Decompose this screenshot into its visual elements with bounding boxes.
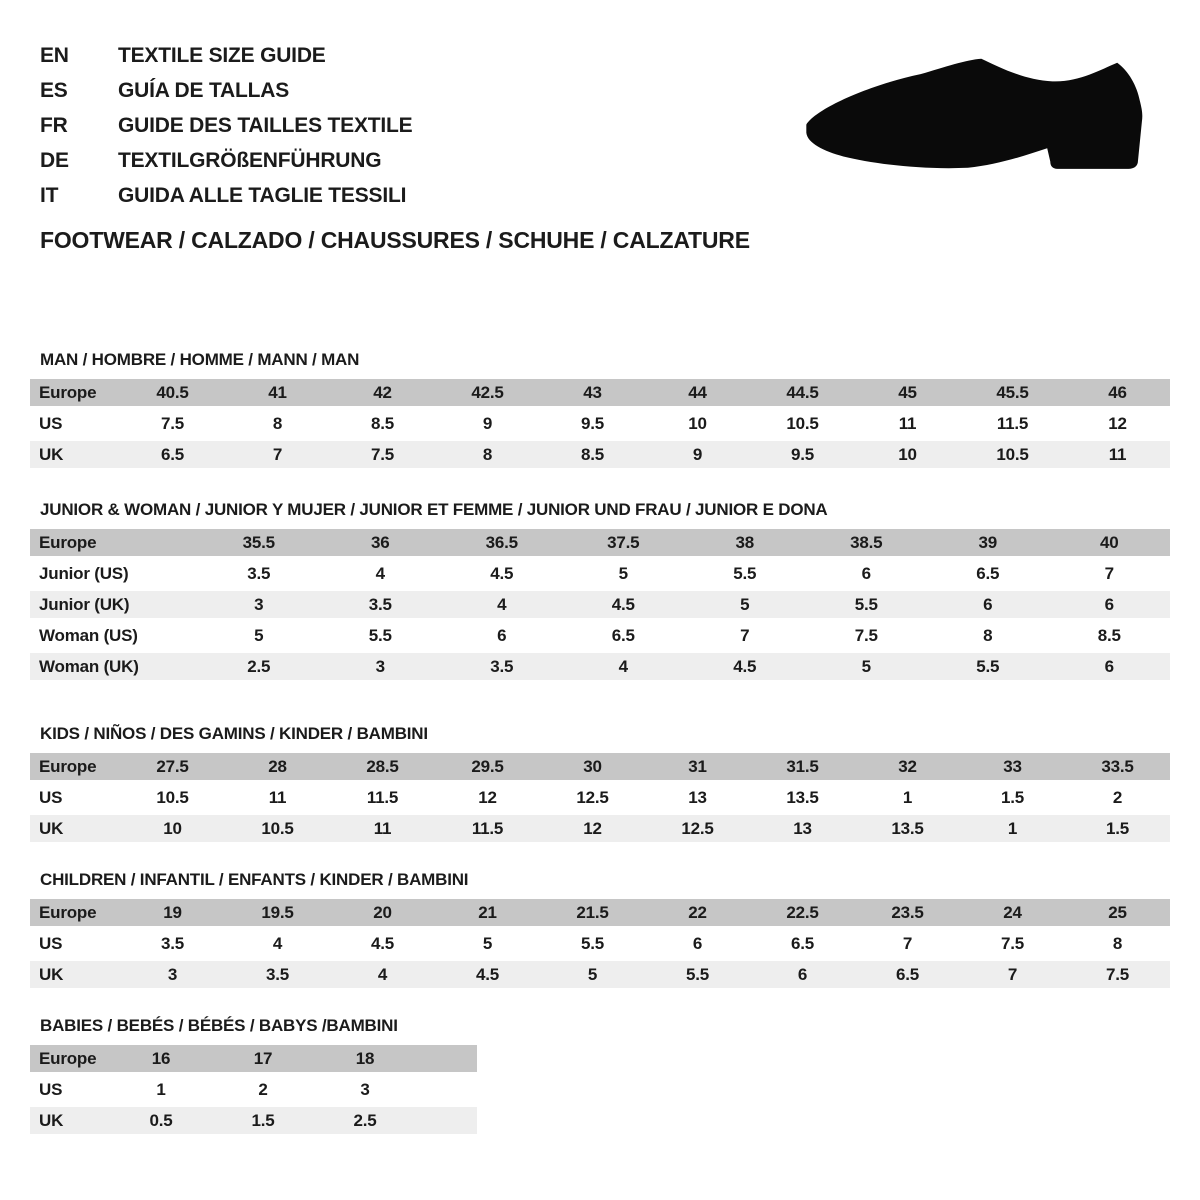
size-cell: 4 — [375, 563, 385, 583]
size-cell: 11.5 — [996, 413, 1029, 433]
size-cell: 6 — [692, 933, 703, 953]
section-babies — [30, 1016, 1170, 1138]
size-cell: 3.5 — [247, 563, 271, 583]
size-cell: 4 — [330, 961, 435, 988]
header — [30, 38, 1170, 254]
size-cell: 10 — [120, 815, 225, 842]
size-cell: 0.5 — [110, 1107, 212, 1134]
size-cell: 28 — [225, 753, 330, 780]
size-cell: 12.5 — [645, 815, 750, 842]
size-cell: 31.5 — [750, 753, 855, 780]
size-cell: 13 — [750, 815, 855, 842]
row-label: Junior (UK) — [30, 591, 198, 618]
table-row — [30, 815, 1170, 842]
size-cell: 19.5 — [225, 899, 330, 926]
size-cell: 3 — [198, 591, 320, 618]
size-cell: 12 — [540, 815, 645, 842]
size-cell: 4.5 — [370, 933, 395, 953]
size-cell: 7.5 — [1000, 933, 1025, 953]
size-cell: 8.5 — [1097, 625, 1121, 645]
size-cell: 24 — [960, 899, 1065, 926]
size-cell: 1.5 — [1065, 815, 1170, 842]
size-cell: 2 — [258, 1079, 268, 1099]
size-cell: 10 — [855, 441, 960, 468]
size-cell: 20 — [330, 899, 435, 926]
size-cell: 9.5 — [750, 441, 855, 468]
size-cell: 40.5 — [120, 379, 225, 406]
size-cell: 36.5 — [441, 529, 563, 556]
size-cell: 5.5 — [733, 563, 757, 583]
size-cell: 5.5 — [368, 625, 392, 645]
row-label: US — [39, 1079, 63, 1099]
size-cell: 16 — [110, 1045, 212, 1072]
section-title-man: MAN / HOMBRE / HOMME / MANN / MAN — [40, 350, 360, 369]
language-code: EN — [40, 44, 69, 67]
table-row — [30, 961, 1170, 988]
size-table-junior-woman — [30, 525, 1170, 684]
size-cell: 10.5 — [225, 815, 330, 842]
size-cell: 4 — [441, 591, 563, 618]
size-cell: 5 — [254, 625, 264, 645]
size-cell: 40 — [1049, 529, 1171, 556]
size-cell: 11 — [330, 815, 435, 842]
row-label: Woman (US) — [39, 625, 138, 645]
size-cell: 38 — [684, 529, 806, 556]
size-cell: 32 — [855, 753, 960, 780]
table-row — [30, 753, 1170, 780]
table-row — [30, 622, 1170, 649]
table-row — [30, 1076, 477, 1103]
size-cell: 36 — [320, 529, 442, 556]
size-cell: 3 — [120, 961, 225, 988]
size-cell: 35.5 — [198, 529, 320, 556]
size-cell: 6.5 — [120, 441, 225, 468]
size-cell: 9 — [482, 413, 493, 433]
language-code: IT — [40, 184, 59, 207]
size-cell: 10 — [688, 413, 707, 433]
size-cell: 3 — [360, 1079, 370, 1099]
size-cell: 11 — [268, 787, 287, 807]
size-cell: 11.5 — [366, 787, 399, 807]
size-cell: 23.5 — [855, 899, 960, 926]
row-label: UK — [30, 961, 120, 988]
size-cell: 44.5 — [750, 379, 855, 406]
size-cell: 10.5 — [786, 413, 819, 433]
size-cell: 38.5 — [806, 529, 928, 556]
size-cell: 3.5 — [225, 961, 330, 988]
size-cell: 6 — [861, 563, 871, 583]
row-label: Junior (US) — [39, 563, 129, 583]
table-row — [30, 1107, 477, 1134]
size-cell: 10.5 — [960, 441, 1065, 468]
row-label: US — [39, 413, 63, 433]
size-cell: 29.5 — [435, 753, 540, 780]
size-cell: 21 — [435, 899, 540, 926]
size-cell: 7.5 — [160, 413, 185, 433]
size-cell: 7.5 — [1065, 961, 1170, 988]
size-cell: 1.5 — [212, 1107, 314, 1134]
size-cell: 8.5 — [540, 441, 645, 468]
size-cell: 1 — [902, 787, 913, 807]
row-label: Europe — [30, 1045, 110, 1072]
row-label: Europe — [30, 753, 120, 780]
size-cell: 4.5 — [435, 961, 540, 988]
size-cell: 6.5 — [855, 961, 960, 988]
size-cell: 1.5 — [1000, 787, 1025, 807]
size-cell: 2.5 — [314, 1107, 416, 1134]
size-cell: 22.5 — [750, 899, 855, 926]
size-cell: 5.5 — [806, 591, 928, 618]
size-cell: 5 — [806, 653, 928, 680]
size-cell: 43 — [540, 379, 645, 406]
size-cell: 5 — [684, 591, 806, 618]
size-cell: 12 — [478, 787, 497, 807]
size-cell: 5 — [482, 933, 493, 953]
dress-shoe-icon — [795, 52, 1145, 192]
size-cell: 8 — [272, 413, 283, 433]
table-row — [30, 930, 1170, 957]
size-cell: 13.5 — [786, 787, 819, 807]
size-cell: 33.5 — [1065, 753, 1170, 780]
size-cell: 30 — [540, 753, 645, 780]
size-cell: 6 — [927, 591, 1049, 618]
size-cell: 45.5 — [960, 379, 1065, 406]
size-cell: 7 — [225, 441, 330, 468]
row-label: US — [39, 933, 63, 953]
size-cell: 6 — [1049, 653, 1171, 680]
size-cell: 3.5 — [160, 933, 185, 953]
size-cell: 3 — [320, 653, 442, 680]
size-cell: 5.5 — [580, 933, 605, 953]
table-row — [30, 379, 1170, 406]
size-cell: 2 — [1112, 787, 1123, 807]
row-label: UK — [30, 815, 120, 842]
size-cell: 6 — [497, 625, 507, 645]
size-table-man — [30, 375, 1170, 472]
size-cell: 12.5 — [576, 787, 609, 807]
language-label: TEXTILE SIZE GUIDE — [118, 44, 326, 67]
size-cell: 44 — [645, 379, 750, 406]
size-cell: 22 — [645, 899, 750, 926]
size-cell: 11.5 — [435, 815, 540, 842]
row-label: Europe — [30, 899, 120, 926]
language-code: FR — [40, 114, 68, 137]
size-cell: 46 — [1065, 379, 1170, 406]
size-cell: 1 — [960, 815, 1065, 842]
size-cell: 42 — [330, 379, 435, 406]
language-label: GUÍA DE TALLAS — [118, 79, 290, 102]
table-row — [30, 410, 1170, 437]
size-cell: 3.5 — [320, 591, 442, 618]
size-cell: 1 — [156, 1079, 166, 1099]
row-label: Europe — [30, 529, 198, 556]
size-cell: 4 — [563, 653, 685, 680]
section-title-babies: BABIES / BEBÉS / BÉBÉS / BABYS /BAMBINI — [40, 1016, 398, 1035]
size-cell: 7 — [1104, 563, 1114, 583]
size-cell: 39 — [927, 529, 1049, 556]
size-cell: 8 — [1112, 933, 1123, 953]
table-row — [30, 1045, 477, 1072]
row-label: UK — [30, 1107, 110, 1134]
language-code: DE — [40, 149, 69, 172]
spacer-cell — [416, 1076, 477, 1103]
size-cell: 9 — [645, 441, 750, 468]
table-row — [30, 784, 1170, 811]
size-cell: 5.5 — [927, 653, 1049, 680]
size-cell: 5.5 — [645, 961, 750, 988]
size-cell: 7 — [740, 625, 750, 645]
size-table-children — [30, 895, 1170, 992]
size-cell: 31 — [645, 753, 750, 780]
size-cell: 4.5 — [684, 653, 806, 680]
size-cell: 6.5 — [790, 933, 815, 953]
size-cell: 7 — [902, 933, 913, 953]
category-title: FOOTWEAR / CALZADO / CHAUSSURES / SCHUHE / CALZATURE — [40, 227, 750, 253]
size-cell: 7 — [960, 961, 1065, 988]
size-cell: 11 — [1065, 441, 1170, 468]
table-row — [30, 529, 1170, 556]
size-cell: 11 — [898, 413, 917, 433]
size-cell: 41 — [225, 379, 330, 406]
spacer-cell — [416, 1107, 477, 1134]
size-cell: 6 — [1049, 591, 1171, 618]
size-cell: 19 — [120, 899, 225, 926]
size-cell: 25 — [1065, 899, 1170, 926]
size-cell: 18 — [314, 1045, 416, 1072]
size-cell: 5 — [540, 961, 645, 988]
size-cell: 13 — [688, 787, 707, 807]
size-table-kids — [30, 749, 1170, 846]
size-cell: 9.5 — [580, 413, 605, 433]
table-row — [30, 560, 1170, 587]
size-cell: 10.5 — [156, 787, 189, 807]
language-label: GUIDA ALLE TAGLIE TESSILI — [118, 184, 407, 207]
row-label: UK — [30, 441, 120, 468]
size-cell: 42.5 — [435, 379, 540, 406]
section-children — [30, 870, 1170, 992]
size-cell: 6 — [750, 961, 855, 988]
section-junior-woman — [30, 500, 1170, 684]
size-cell: 17 — [212, 1045, 314, 1072]
size-cell: 21.5 — [540, 899, 645, 926]
language-code: ES — [40, 79, 68, 102]
size-cell: 6.5 — [976, 563, 1000, 583]
section-title-kids: KIDS / NIÑOS / DES GAMINS / KINDER / BAMBINI — [40, 724, 428, 743]
row-label: Woman (UK) — [30, 653, 198, 680]
size-cell: 3.5 — [441, 653, 563, 680]
table-row — [30, 591, 1170, 618]
language-label: GUIDE DES TAILLES TEXTILE — [118, 114, 413, 137]
row-label: US — [39, 787, 63, 807]
size-cell: 7.5 — [854, 625, 878, 645]
size-cell: 28.5 — [330, 753, 435, 780]
size-cell: 33 — [960, 753, 1065, 780]
spacer-cell — [416, 1045, 477, 1072]
language-label: TEXTILGRÖßENFÜHRUNG — [118, 149, 382, 172]
section-man — [30, 350, 1170, 472]
table-row — [30, 899, 1170, 926]
size-cell: 4.5 — [490, 563, 514, 583]
table-row — [30, 653, 1170, 680]
size-cell: 13.5 — [855, 815, 960, 842]
size-cell: 5 — [618, 563, 628, 583]
section-kids — [30, 724, 1170, 846]
size-cell: 4.5 — [563, 591, 685, 618]
row-label: Europe — [30, 379, 120, 406]
size-cell: 2.5 — [198, 653, 320, 680]
size-cell: 37.5 — [563, 529, 685, 556]
size-cell: 8.5 — [370, 413, 395, 433]
size-table-babies — [30, 1041, 477, 1138]
size-cell: 4 — [272, 933, 283, 953]
section-title-children: CHILDREN / INFANTIL / ENFANTS / KINDER / BAMBINI — [40, 870, 469, 889]
size-cell: 7.5 — [330, 441, 435, 468]
size-cell: 6.5 — [611, 625, 635, 645]
size-cell: 45 — [855, 379, 960, 406]
size-cell: 27.5 — [120, 753, 225, 780]
section-title-junior-woman: JUNIOR & WOMAN / JUNIOR Y MUJER / JUNIOR ET FEMME / JUNIOR UND FRAU / JUNIOR E DONA — [40, 500, 828, 519]
table-row — [30, 441, 1170, 468]
size-cell: 12 — [1108, 413, 1127, 433]
size-cell: 8 — [435, 441, 540, 468]
size-cell: 8 — [983, 625, 993, 645]
